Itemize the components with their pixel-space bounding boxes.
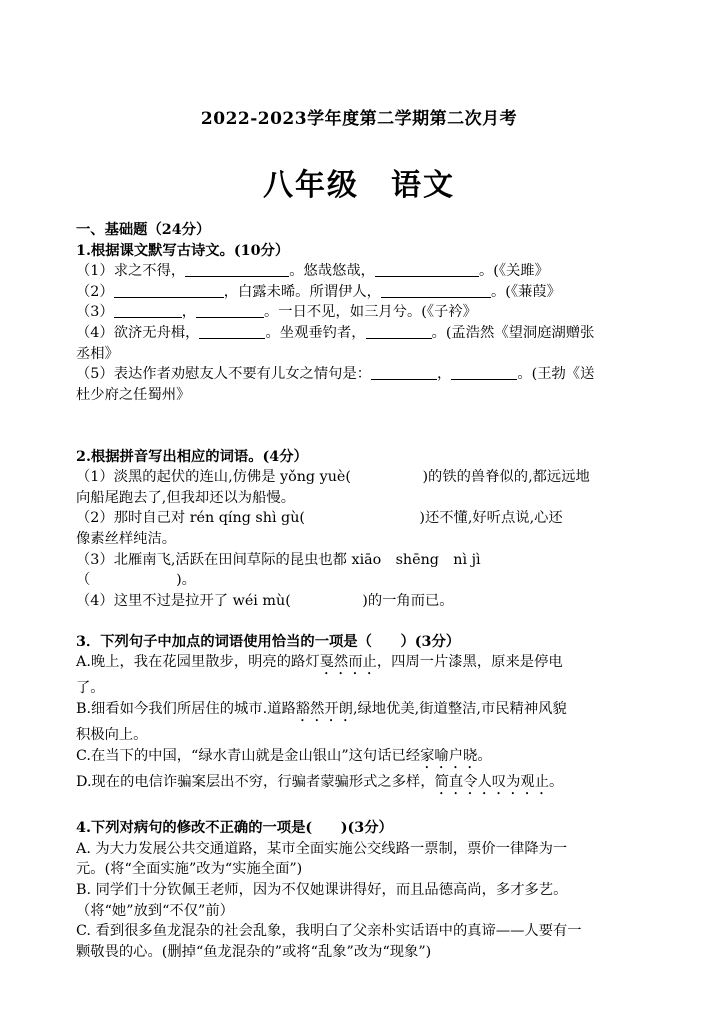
q3-option-a-cont: 了。: [76, 680, 105, 697]
q3-option-d: D.现在的电信诈骗案层出不穷，行骗者蒙骗形式之多样，简直令人叹为观止。: [76, 773, 564, 790]
answer-blank[interactable]: [114, 283, 224, 298]
question-1-title: 1.根据课文默写古诗文。(10分）: [76, 242, 290, 259]
q1-line-7: 杜少府之任蜀州》: [76, 386, 191, 403]
q4-line: 颗敬畏的心。(删掉“鱼龙混杂的”或将“乱象”改为“现象”): [76, 943, 432, 960]
q2-line: 向船尾跑去了,但我却还以为船慢。: [76, 489, 295, 506]
q2-line: （2）那时自己对 rén qíng shì gù( )还不懂,好听点说,心还: [76, 510, 563, 527]
q1-line-6: （5）表达作者劝慰友人不要有儿女之情句是： ， 。(王勃《送: [76, 366, 595, 383]
q3-option-c: C.在当下的中国，“绿水青山就是金山银山”这句话已经家喻户晓。: [76, 747, 492, 764]
question-4-title: 4.下列对病句的修改不正确的一项是( )(3分）: [76, 820, 393, 837]
q4-line: C. 看到很多鱼龙混杂的社会乱象，我明白了父亲朴实话语中的真谛——人要有一: [76, 923, 582, 940]
dotted-phrase: 豁然开朗: [295, 701, 353, 718]
q2-line: （4）这里不过是拉开了 wéi mù( )的一角而已。: [76, 592, 454, 609]
answer-blank[interactable]: [185, 262, 289, 277]
answer-blank[interactable]: [371, 365, 437, 380]
q1-line-2: （2） ，白露未晞。所谓伊人， 。(《蒹葭》: [76, 283, 561, 300]
answer-blank[interactable]: [199, 324, 265, 339]
q4-line: （将“她”放到“不仅”前）: [76, 902, 234, 919]
answer-blank[interactable]: [375, 262, 479, 277]
q4-line: 元。(将“全面实施”改为“实施全面”): [76, 861, 303, 878]
question-3-title: 3．下列句子中加点的词语使用恰当的一项是（ ）(3分）: [76, 633, 461, 650]
exam-content: [76, 220, 651, 962]
q1-line-4: （4）欲济无舟楫， 。坐观垂钓者， 。(孟浩然《望洞庭湖赠张: [76, 324, 595, 341]
q1-line-1: （1）求之不得， 。悠哉悠哉， 。(《关雎》: [76, 263, 549, 280]
answer-blank[interactable]: [381, 283, 491, 298]
dotted-phrase: 家喻户晓: [420, 747, 478, 764]
answer-blank[interactable]: [114, 303, 182, 318]
answer-blank[interactable]: [366, 324, 432, 339]
q4-line: B. 同学们十分钦佩王老师，因为不仅她课讲得好，而且品德高尚，多才多艺。: [76, 882, 568, 899]
q2-line: （3）北雁南飞,活跃在田间草际的昆虫也都 xiāo shēng nì jì: [76, 551, 481, 568]
q2-line: 像素丝样纯洁。: [76, 530, 177, 547]
q1-line-3: （3） ， 。一日不见，如三月兮。(《子衿》: [76, 304, 477, 321]
q2-line: （1）淡黑的起伏的连山,仿佛是 yǒng yuè( )的铁的兽脊似的,都远远地: [76, 469, 590, 486]
q3-option-b-cont: 积极向上。: [76, 727, 148, 744]
section-heading: 一、基础题（24分）: [76, 222, 211, 238]
q4-line: A. 为大力发展公共交通道路，某市全面实施公交线路一票制，票价一律降为一: [76, 840, 568, 857]
subject-title: 八年级 语文: [263, 168, 455, 203]
exam-title: 2022-2023学年度第二学期第二次月考: [200, 109, 518, 129]
dotted-phrase: 戛然而止: [319, 654, 377, 671]
q3-option-a: A.晚上，我在花园里散步，明亮的路灯戛然而止，四周一片漆黑，原来是停电: [76, 654, 563, 671]
answer-blank[interactable]: [451, 365, 517, 380]
dotted-phrase: 简直令人叹为观止: [434, 773, 549, 790]
q1-line-5: 丞相》: [76, 345, 119, 362]
question-2-title: 2.根据拼音写出相应的词语。(4分）: [76, 448, 308, 465]
q2-line: （ )。: [76, 572, 196, 589]
q3-option-b: B.细看如今我们所居住的城市.道路豁然开朗,绿地优美,街道整洁,市民精神风貌: [76, 701, 567, 718]
answer-blank[interactable]: [196, 303, 264, 318]
